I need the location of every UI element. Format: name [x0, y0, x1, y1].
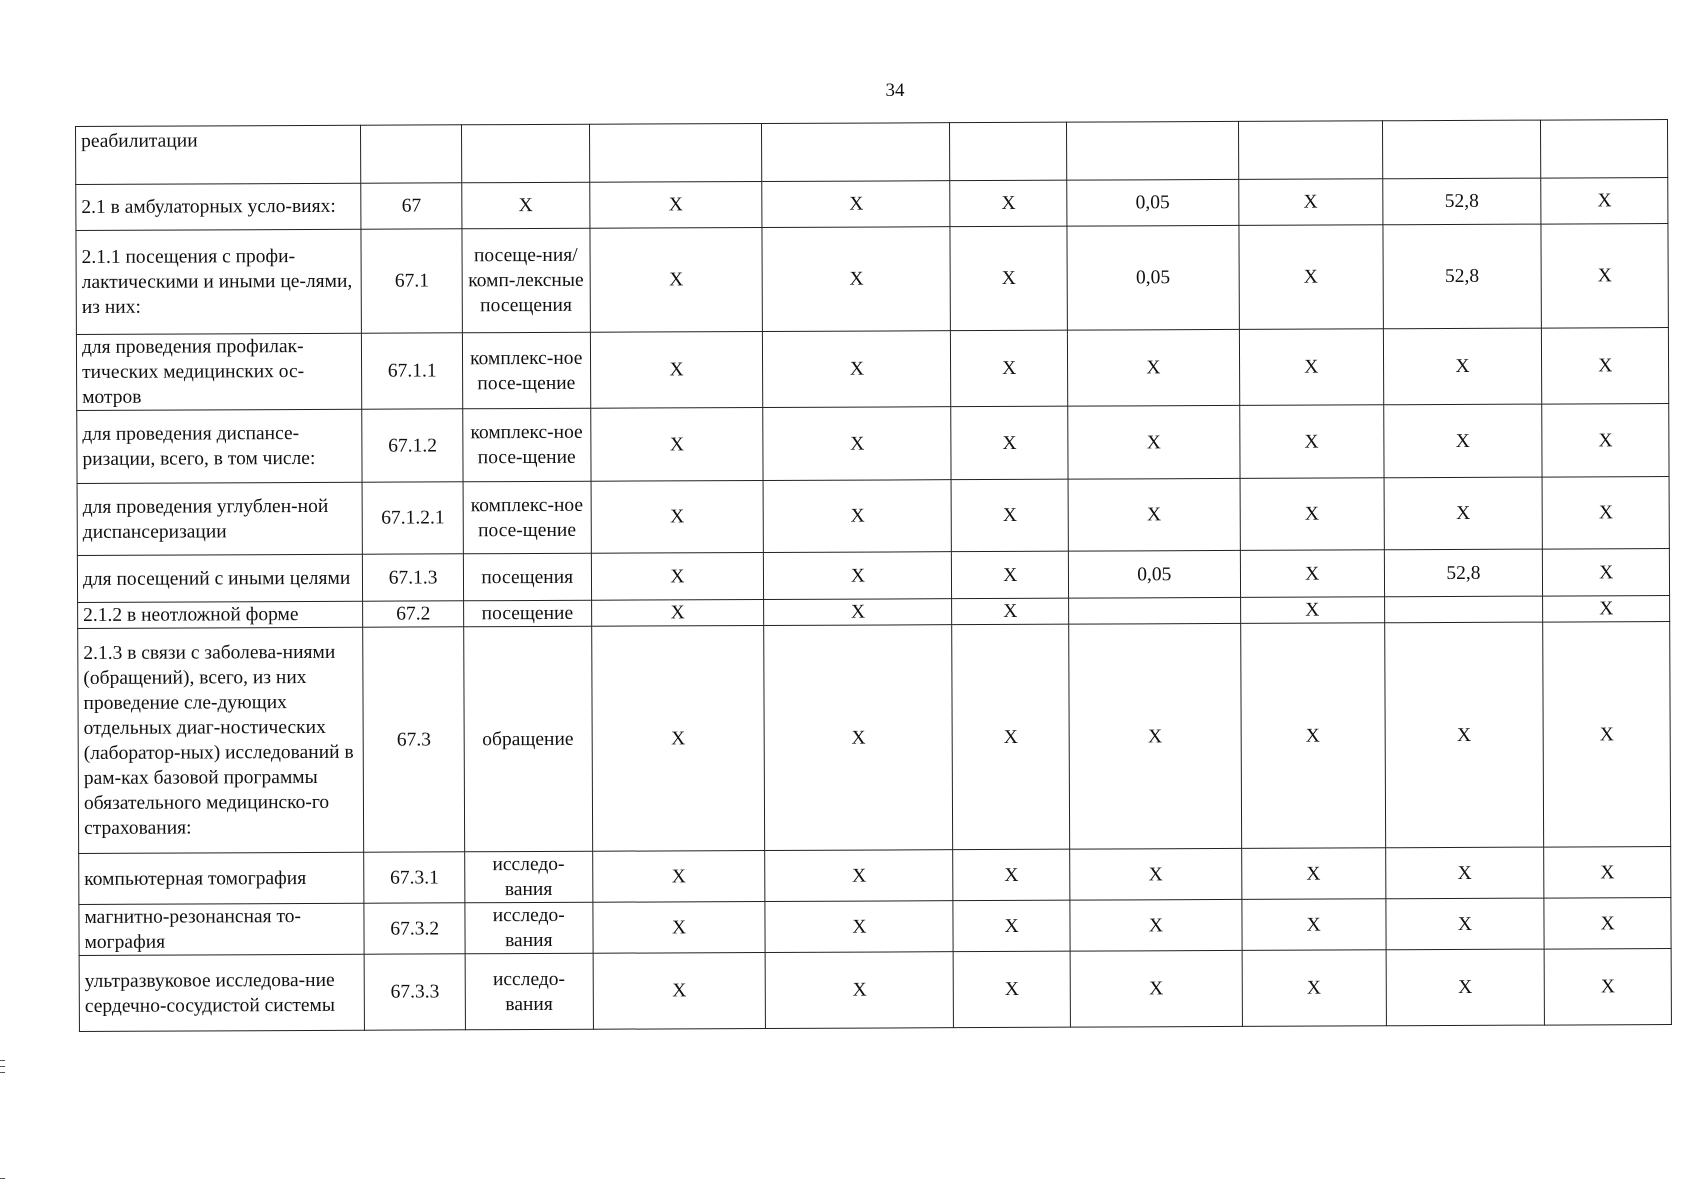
table-cell: 52,8 [1382, 178, 1541, 225]
table-cell: Х [1240, 405, 1384, 479]
table-cell: Х [1240, 623, 1385, 849]
row-name: ультразвуковое исследова-ние сердечно-сосудистой системы [79, 954, 365, 1031]
table-row [77, 477, 1669, 556]
table-cell: Х [593, 952, 766, 1029]
row-name: магнитно-резонансная то-мография [79, 903, 365, 955]
table-cell: Х [952, 551, 1069, 599]
table-cell: Х [763, 331, 951, 408]
table-cell: Х [1068, 405, 1240, 479]
margin-marks [0, 1060, 6, 1190]
table-cell: Х [1543, 596, 1670, 623]
row-name: для посещений с иными целями [77, 554, 363, 602]
row-name: 2.1.1 посещения с профи-лактическими и иными це-лями, из них: [76, 229, 362, 334]
row-unit: комплекс-ное посе-щение [463, 481, 591, 554]
table-cell: Х [1544, 949, 1671, 1026]
row-code: 67.1.2.1 [362, 482, 463, 554]
table-row [79, 898, 1671, 956]
table-row [79, 949, 1671, 1032]
table-row [79, 847, 1671, 905]
table-cell: Х [953, 900, 1070, 952]
table-cell: Х [1383, 328, 1542, 405]
table-cell: Х [950, 180, 1067, 227]
row-unit: комплекс-ное посе-щение [462, 332, 590, 409]
table-cell: Х [953, 849, 1070, 901]
table-cell: Х [950, 226, 1067, 331]
row-name: 2.1 в амбулаторных усло-виях: [76, 183, 362, 230]
row-name: компьютерная томография [79, 852, 365, 904]
table-cell [1384, 596, 1543, 623]
table-cell: Х [952, 624, 1070, 850]
table-cell: Х [1068, 478, 1240, 551]
table-cell: Х [1541, 224, 1668, 329]
table-cell: Х [591, 552, 764, 600]
row-name: 2.1.2 в неотложной форме [78, 601, 364, 628]
row-name: для проведения диспансе-ризации, всего, в том числе: [77, 409, 363, 483]
table-cell: 0,05 [1068, 550, 1240, 598]
table-cell: Х [1240, 478, 1384, 551]
row-code: 67.3.3 [365, 954, 466, 1030]
table-cell: Х [765, 901, 953, 953]
table-cell: Х [766, 952, 954, 1029]
table-cell: Х [762, 181, 950, 228]
row-code: 67.3 [363, 627, 464, 852]
table-cell [589, 124, 762, 183]
table-cell: Х [1070, 848, 1242, 900]
table-cell: Х [1240, 597, 1384, 624]
row-code: 67.3.1 [364, 852, 465, 903]
table-cell [1066, 121, 1238, 180]
table-cell: Х [1242, 899, 1386, 951]
table-cell: Х [591, 480, 764, 553]
table-cell: Х [590, 408, 763, 482]
row-unit: посещения [463, 553, 591, 601]
table-cell [762, 123, 950, 182]
table-cell: Х [1067, 329, 1239, 406]
row-code [361, 125, 462, 183]
table-cell: Х [1241, 848, 1385, 900]
table-cell: Х [764, 625, 953, 851]
table-cell: 0,05 [1067, 179, 1239, 226]
table-cell: Х [1544, 847, 1671, 899]
row-unit: обращение [464, 626, 593, 852]
table-cell: 52,8 [1384, 549, 1543, 597]
table-cell: Х [1541, 178, 1668, 225]
row-name: 2.1.3 в связи с заболева-ниями (обращений), всего, из них проведение сле-дующих отдельных диаг-ностических (лаборатор-ных) исследований в рам-ках базовой программы обязательного медицинско-го страхования: [78, 627, 364, 853]
table-cell: Х [951, 479, 1068, 552]
table-row [77, 404, 1669, 484]
table-cell: Х [953, 951, 1070, 1028]
row-code: 67.3.2 [364, 903, 465, 954]
table-cell: Х [763, 407, 951, 481]
table-cell: Х [1384, 477, 1543, 550]
table-cell: Х [591, 625, 765, 851]
table-cell: Х [765, 850, 953, 902]
table-cell: Х [590, 228, 763, 333]
table-row [76, 224, 1668, 335]
row-code: 67.1.2 [362, 409, 463, 482]
table-cell: Х [763, 480, 951, 553]
table-cell [1238, 121, 1382, 180]
table-cell: Х [1239, 179, 1383, 226]
table-cell: Х [1383, 404, 1542, 478]
table-cell: Х [592, 850, 765, 902]
table-cell: 52,8 [1382, 224, 1541, 329]
table-cell: Х [1242, 950, 1386, 1027]
row-name: реабилитации [76, 125, 362, 184]
table-cell: Х [1384, 622, 1544, 848]
table-cell: Х [591, 599, 764, 626]
row-code: 67.1 [361, 229, 462, 333]
table-row [76, 178, 1668, 231]
table-cell: Х [1542, 328, 1669, 405]
table-cell: Х [589, 182, 762, 229]
row-code: 67.2 [363, 601, 464, 627]
table-cell: Х [762, 227, 950, 332]
table-cell: Х [764, 599, 952, 626]
row-unit [461, 124, 589, 183]
table-cell: Х [952, 598, 1069, 625]
table-cell: Х [1240, 550, 1384, 598]
row-unit: Х [462, 182, 590, 229]
row-unit: комплекс-ное посе-щение [463, 408, 591, 482]
table-cell [1541, 120, 1668, 179]
table-row [76, 120, 1668, 185]
row-code: 67 [361, 183, 462, 229]
table-row [78, 622, 1671, 854]
table-cell: Х [1385, 898, 1544, 950]
row-unit: посеще-ния/комп-лексные посещения [462, 228, 590, 333]
table-cell [1069, 597, 1241, 624]
table-cell: Х [764, 552, 952, 600]
row-name: для проведения профилак-тических медицинских ос-мотров [76, 333, 362, 410]
table-cell: Х [1069, 623, 1242, 849]
page-number: 34 [885, 80, 905, 101]
table-cell: 0,05 [1067, 225, 1239, 330]
row-unit: исследо-вания [465, 902, 593, 954]
row-unit: посещение [463, 600, 591, 627]
row-name: для проведения углублен-ной диспансеризации [77, 482, 363, 555]
row-unit: исследо-вания [465, 953, 593, 1030]
table-cell: Х [1239, 225, 1383, 330]
data-table [75, 119, 1672, 1032]
table-row [76, 328, 1668, 411]
table-cell: Х [951, 330, 1068, 407]
table-cell: Х [1543, 549, 1670, 597]
table-cell: Х [1070, 950, 1242, 1027]
table-cell: Х [592, 901, 765, 953]
row-unit: исследо-вания [465, 851, 593, 903]
table-cell: Х [1239, 329, 1383, 406]
table-cell: Х [951, 406, 1068, 480]
row-code: 67.1.1 [362, 333, 463, 409]
table-cell: Х [1542, 404, 1669, 478]
table-cell: Х [1385, 847, 1544, 899]
table-cell: Х [1386, 949, 1545, 1026]
table-cell: Х [1070, 899, 1242, 951]
table-cell: Х [590, 332, 763, 409]
table-cell [1382, 120, 1541, 179]
table-cell: Х [1543, 622, 1671, 848]
row-code: 67.1.3 [363, 554, 464, 601]
table-cell [950, 122, 1067, 181]
table-row [77, 549, 1669, 603]
table-cell: Х [1542, 477, 1669, 550]
table-cell: Х [1544, 898, 1671, 950]
